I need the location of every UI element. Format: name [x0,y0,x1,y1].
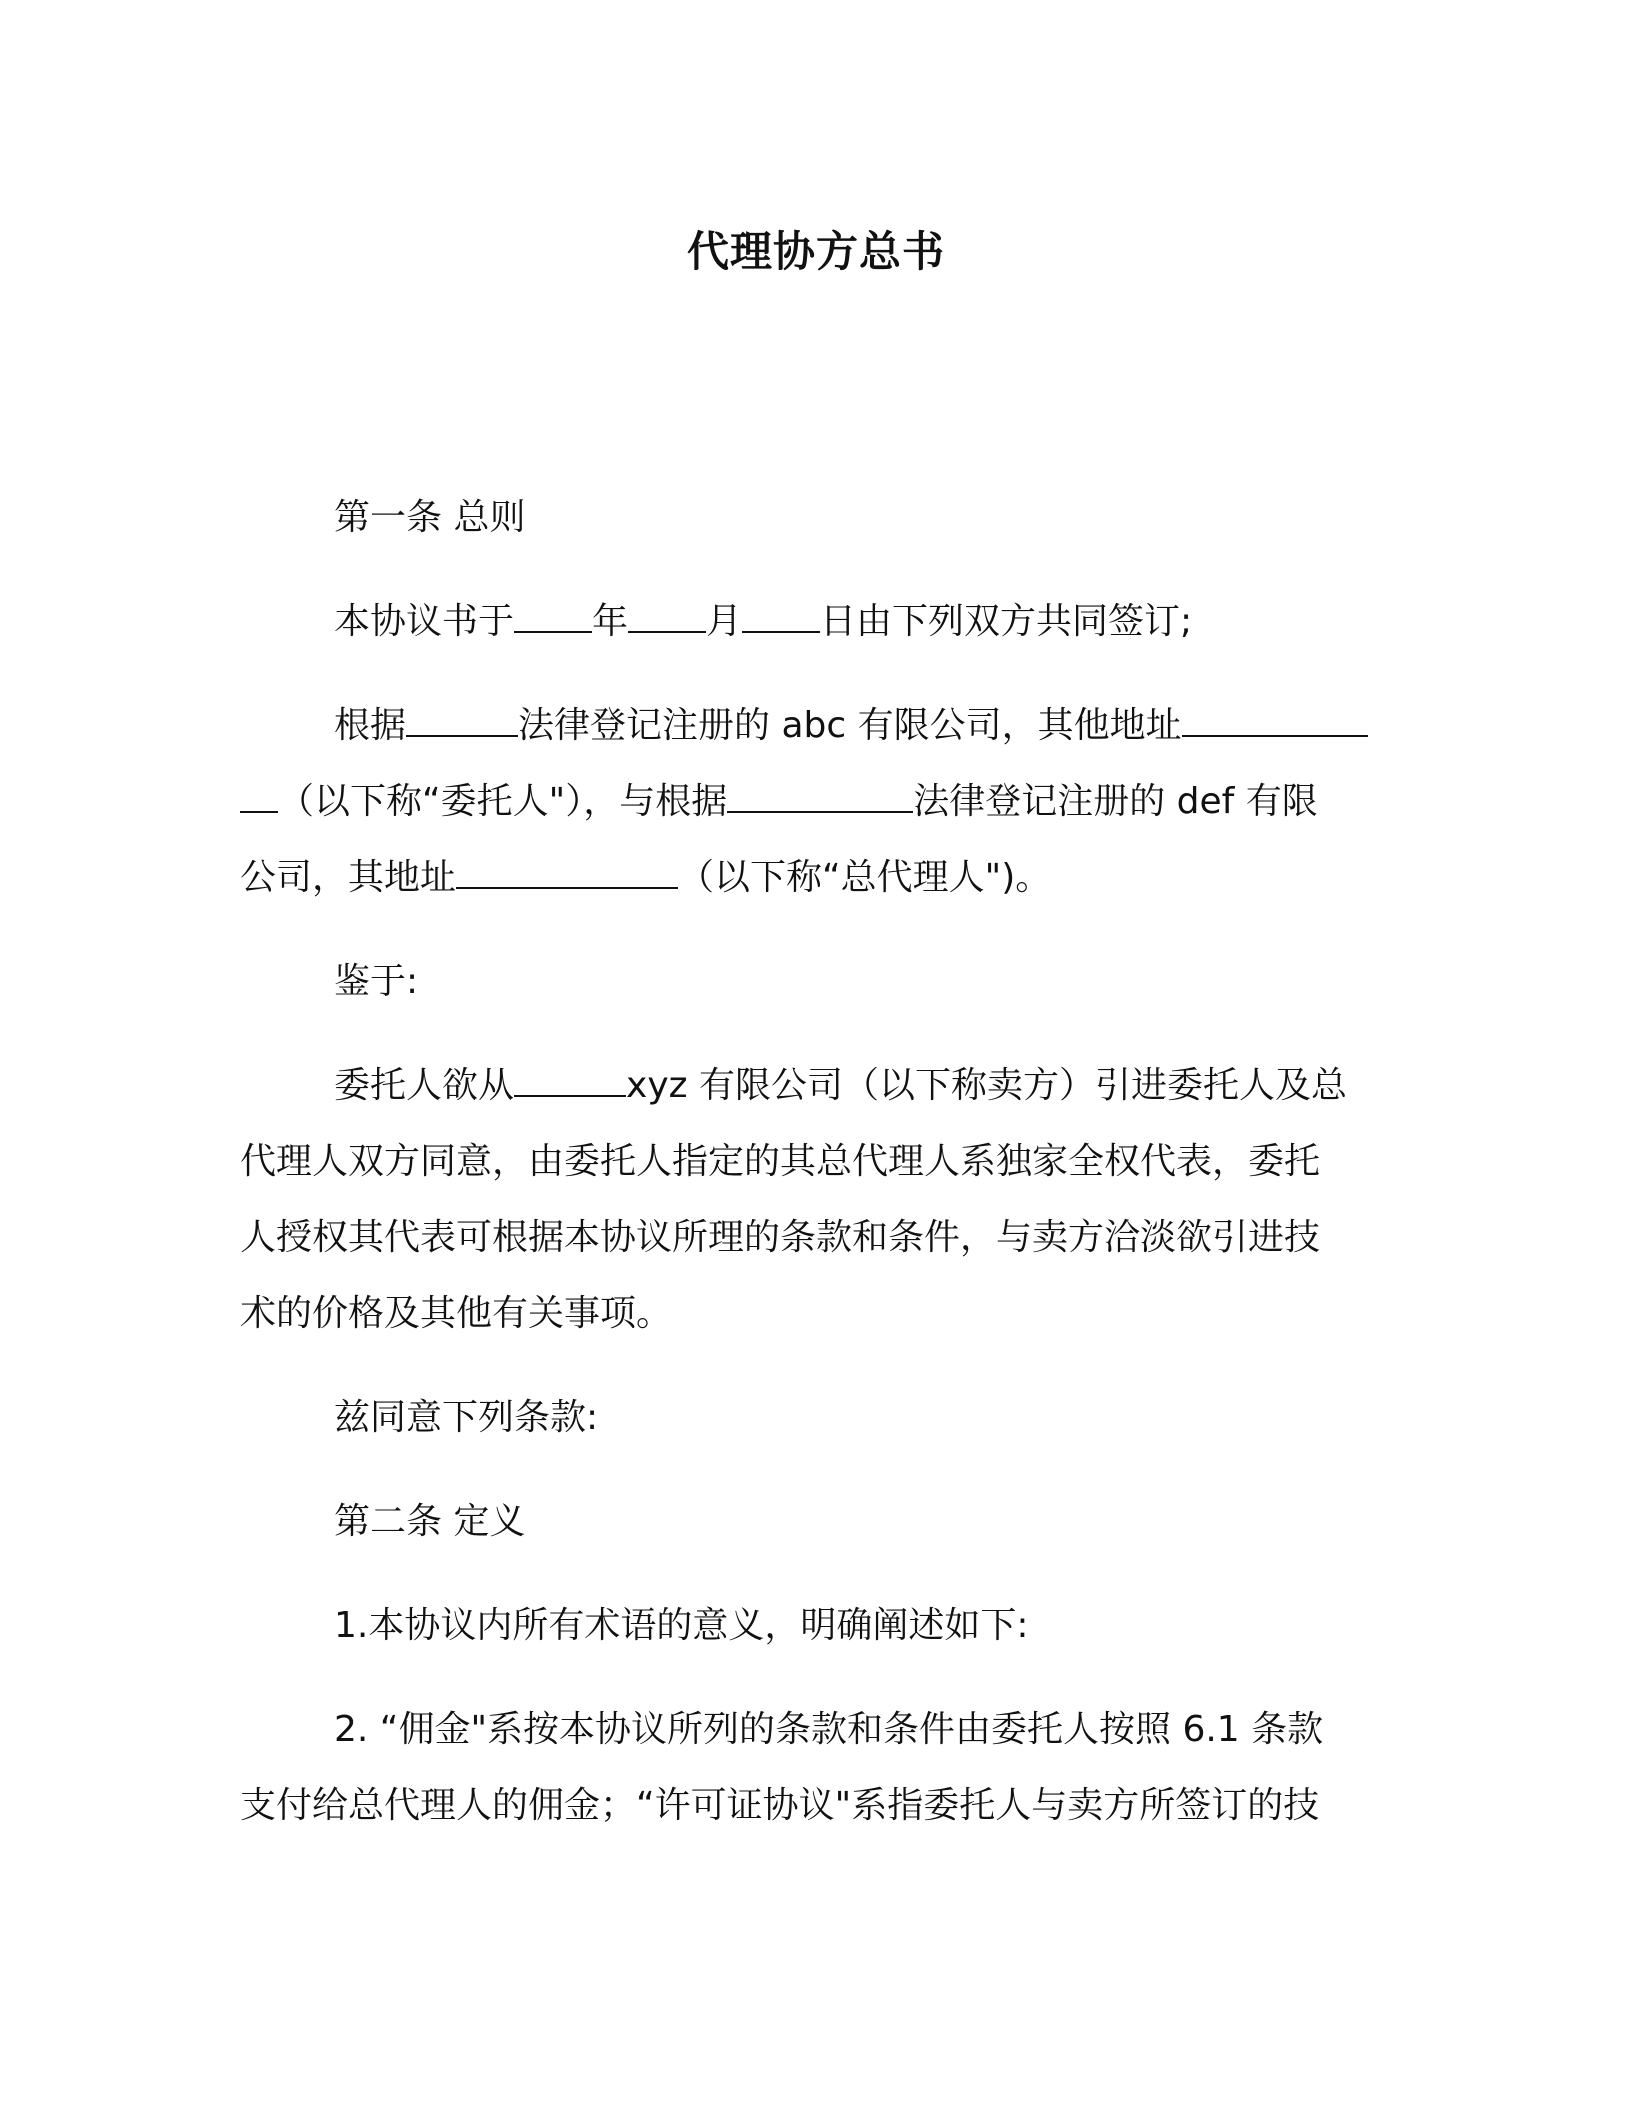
address-blank [1182,705,1368,737]
whereas-heading: 鉴于: [334,961,419,1002]
definition-1: 1.本协议内所有术语的意义，明确阐述如下: [334,1605,1029,1646]
seller-blank [514,1065,626,1097]
parties-line-3 [240,840,1051,916]
year-blank [514,601,592,633]
recital-text: 委托人欲从 [334,1065,515,1106]
date-line [334,584,1192,660]
jurisdiction-blank-2 [727,781,913,813]
parties-line-2 [240,764,1318,840]
recital-line-2: 代理人双方同意，由委托人指定的其总代理人系独家全权代表，委托 [240,1141,1321,1182]
date-suffix: 日由下列双方共同签订; [820,601,1193,642]
parties-text: 法律登记注册的 def 有限 [913,781,1318,822]
agree-line: 兹同意下列条款: [334,1397,599,1438]
parties-text: 公司，其地址 [240,857,457,898]
address-blank-cont [240,781,278,813]
date-prefix: 本协议书于 [334,601,515,642]
jurisdiction-blank [406,705,518,737]
parties-text: （以下称“总代理人")。 [678,857,1052,898]
definition-2-line-1: 2. “佣金"系按本协议所列的条款和条件由委托人按照 6.1 条款 [334,1709,1324,1750]
parties-text: 法律登记注册的 abc 有限公司，其他地址 [518,705,1182,746]
day-blank [742,601,820,633]
parties-text: （以下称“委托人"），与根据 [278,781,728,822]
recital-line-4: 术的价格及其他有关事项。 [240,1293,673,1334]
recital-line-1 [334,1048,1347,1124]
article1-heading: 第一条 总则 [334,497,526,538]
year-label: 年 [592,601,629,642]
parties-text: 根据 [334,705,407,746]
recital-text: xyz 有限公司（以下称卖方）引进委托人及总 [626,1065,1347,1106]
month-label: 月 [706,601,743,642]
recital-line-3: 人授权其代表可根据本协议所理的条款和条件，与卖方洽淡欲引进技 [240,1217,1321,1258]
article2-heading: 第二条 定义 [334,1501,526,1542]
definition-2-line-2: 支付给总代理人的佣金；“许可证协议"系指委托人与卖方所签订的技 [240,1785,1320,1826]
parties-line-1 [334,688,1368,764]
agent-address-blank [456,857,678,889]
document-title: 代理协方总书 [686,227,945,276]
month-blank [628,601,706,633]
